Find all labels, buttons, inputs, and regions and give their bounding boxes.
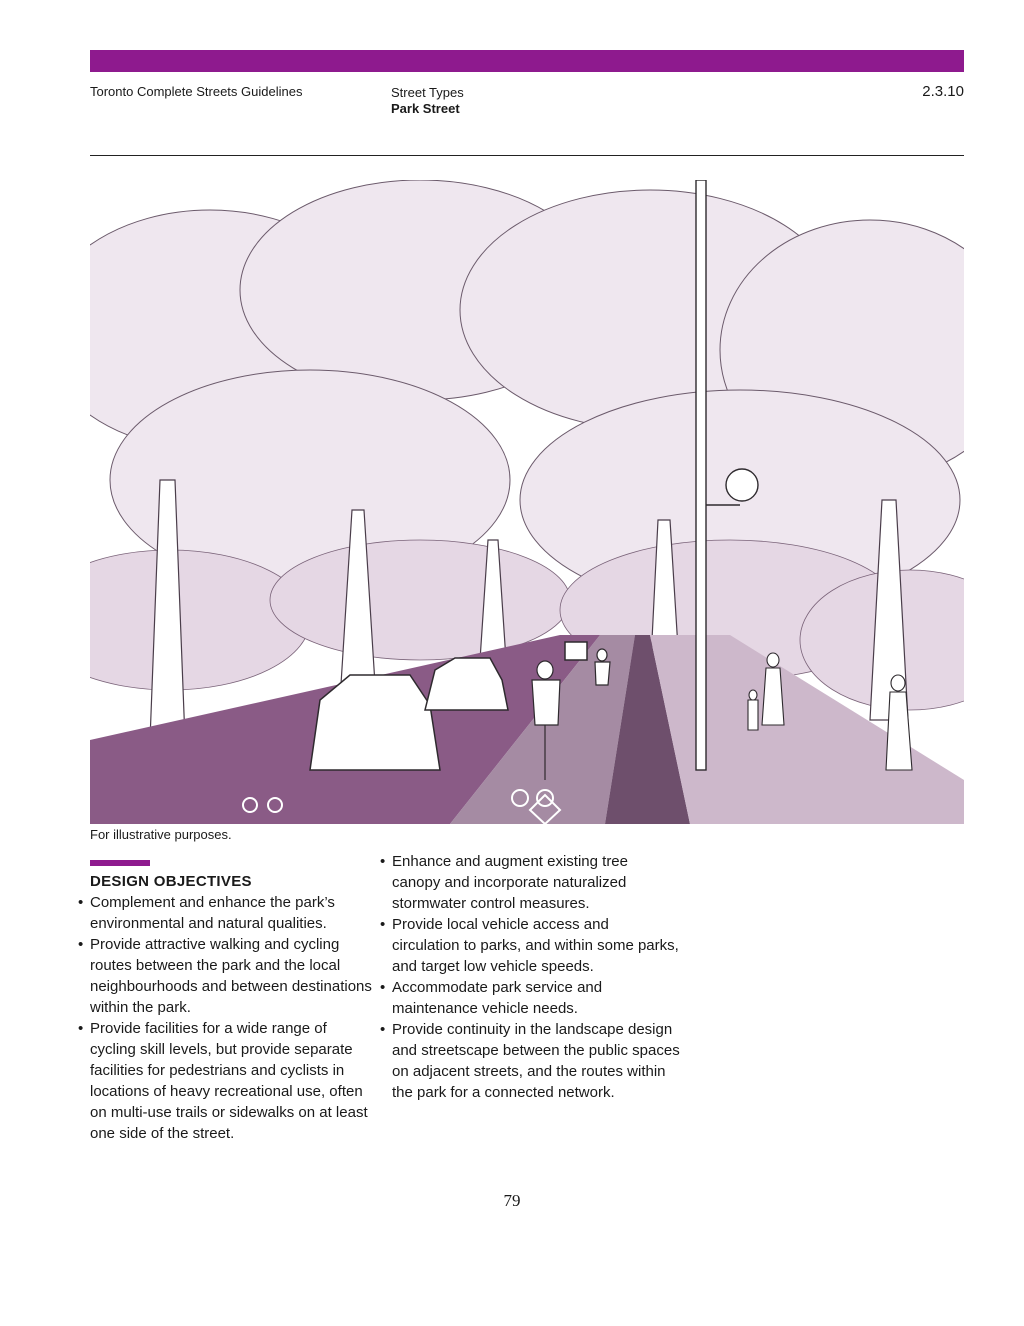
section-name: Street Types	[391, 85, 464, 100]
header-accent-bar	[90, 50, 964, 72]
list-item: • Provide facilities for a wide range of cycling skill levels, but provide separate facilities for pedestrians and cyclists in locations of heavy recreational use, often on multi-use trails or sidewalks on at least one side of the street.	[78, 1018, 373, 1144]
header-divider	[90, 155, 964, 156]
objectives-heading: DESIGN OBJECTIVES	[90, 873, 252, 890]
list-item: • Provide local vehicle access and circulation to parks, and within some parks, and target low vehicle speeds.	[380, 914, 680, 977]
list-item: • Complement and enhance the park’s environmental and natural qualities.	[78, 892, 373, 934]
objectives-column-2	[380, 851, 680, 1103]
objectives-list-2	[380, 851, 680, 1103]
subsection-name: Park Street	[391, 101, 460, 116]
street-illustration	[90, 180, 964, 824]
list-item: • Enhance and augment existing tree canopy and incorporate naturalized stormwater control measures.	[380, 851, 680, 914]
objectives-list-1	[78, 892, 373, 1144]
list-item: • Provide continuity in the landscape design and streetscape between the public spaces on adjacent streets, and the routes within the park for a connected network.	[380, 1019, 680, 1103]
list-item: • Accommodate park service and maintenance vehicle needs.	[380, 977, 680, 1019]
list-item: • Provide attractive walking and cycling routes between the park and the local neighbourhoods and between destinations within the park.	[78, 934, 373, 1018]
page-number: 79	[503, 1191, 521, 1210]
document-title: Toronto Complete Streets Guidelines	[90, 84, 303, 99]
section-number: 2.3.10	[922, 83, 964, 100]
section-label	[391, 85, 464, 117]
section-accent-bar	[90, 860, 150, 866]
figure-caption: For illustrative purposes.	[90, 827, 232, 842]
objectives-column-1	[78, 871, 373, 1144]
